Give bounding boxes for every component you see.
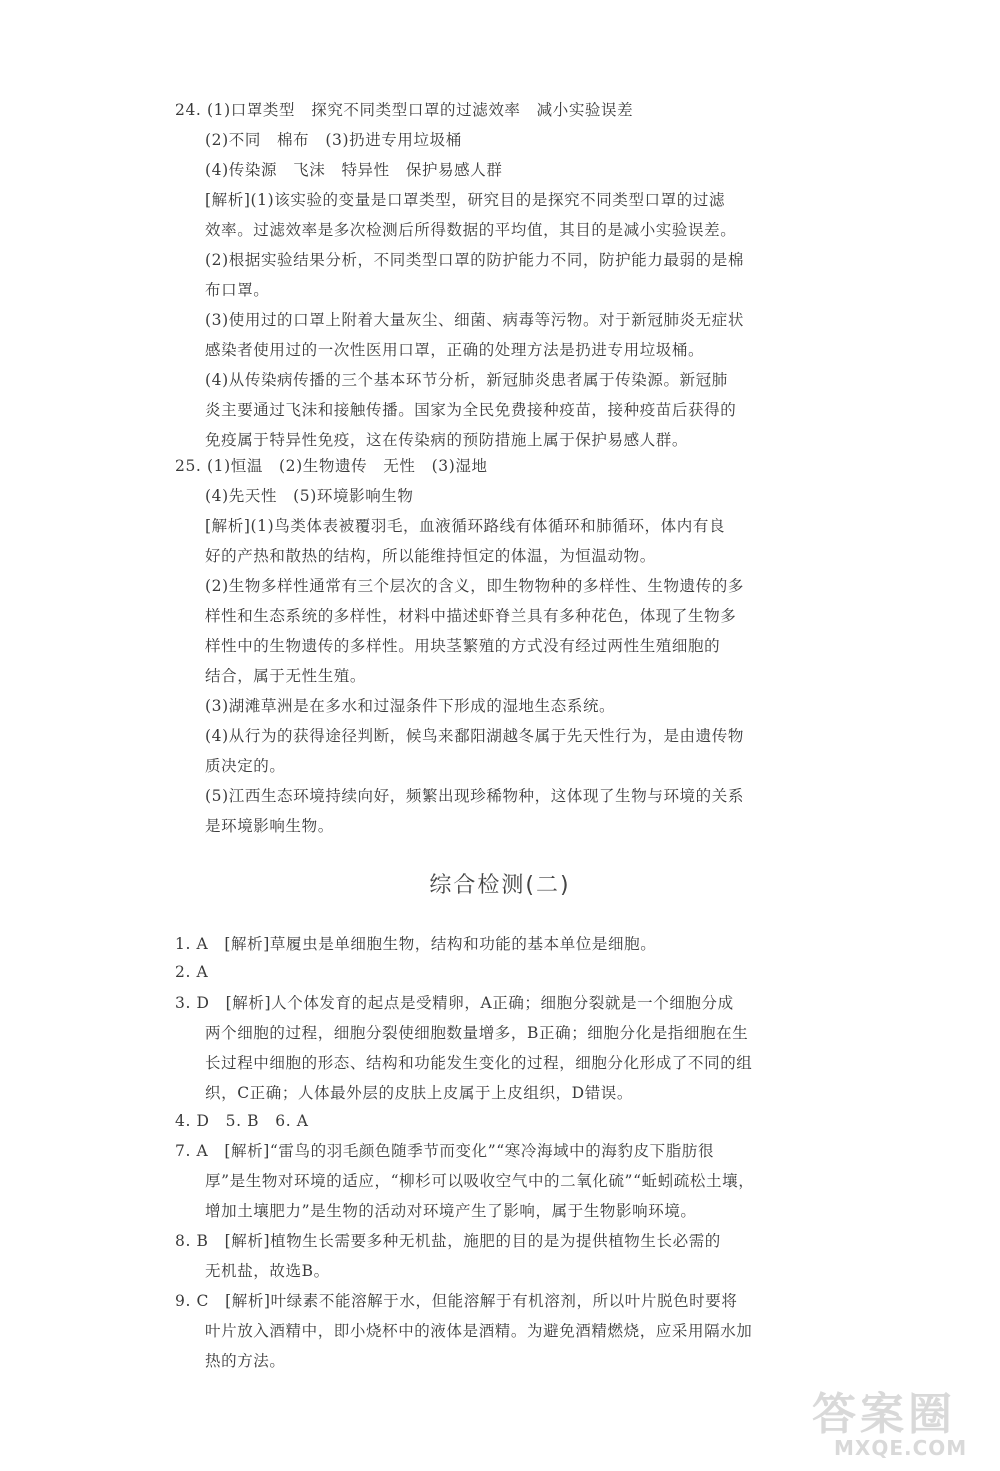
text-line: 织，C正确；人体最外层的皮肤上皮属于上皮组织，D错误。 xyxy=(205,1084,633,1102)
text-line: 厚”是生物对环境的适应，“柳杉可以吸收空气中的二氧化硫”“蚯蚓疏松土壤， xyxy=(205,1172,755,1190)
text-line: 热的方法。 xyxy=(205,1352,286,1370)
text-line: 两个细胞的过程，细胞分裂使细胞数量增多，B正确；细胞分化是指细胞在生 xyxy=(205,1024,749,1042)
text-line: 效率。过滤效率是多次检测后所得数据的平均值，其目的是减小实验误差。 xyxy=(205,221,737,239)
text-line: 25. (1)恒温 (2)生物遗传 无性 (3)湿地 xyxy=(175,457,488,475)
text-line: 1. A [解析]草履虫是单细胞生物，结构和功能的基本单位是细胞。 xyxy=(175,935,657,953)
text-line: 9. C [解析]叶绿素不能溶解于水，但能溶解于有机溶剂，所以叶片脱色时要将 xyxy=(175,1292,738,1310)
text-line: 炎主要通过飞沫和接触传播。国家为全民免费接种疫苗，接种疫苗后获得的 xyxy=(205,401,737,419)
text-line: (2)不同 棉布 (3)扔进专用垃圾桶 xyxy=(205,131,462,149)
text-line: 样性中的生物遗传的多样性。用块茎繁殖的方式没有经过两性生殖细胞的 xyxy=(205,637,721,655)
text-line: (4)从传染病传播的三个基本环节分析，新冠肺炎患者属于传染源。新冠肺 xyxy=(205,371,728,389)
text-line: [解析](1)该实验的变量是口罩类型，研究目的是探究不同类型口罩的过滤 xyxy=(205,191,726,209)
text-line: (4)从行为的获得途径判断，候鸟来鄱阳湖越冬属于先天性行为，是由遗传物 xyxy=(205,727,744,745)
text-line: 2. A xyxy=(175,963,209,981)
text-line: 质决定的。 xyxy=(205,757,286,775)
text-line: 7. A [解析]“雷鸟的羽毛颜色随季节而变化”“寒冷海域中的海豹皮下脂肪很 xyxy=(175,1142,715,1160)
watermark-logo: 答案圈 xyxy=(812,1389,956,1440)
text-line: 8. B [解析]植物生长需要多种无机盐，施肥的目的是为提供植物生长必需的 xyxy=(175,1232,721,1250)
text-line: 结合，属于无性生殖。 xyxy=(205,667,367,685)
text-line: 长过程中细胞的形态、结构和功能发生变化的过程，细胞分化形成了不同的组 xyxy=(205,1054,753,1072)
watermark-url: MXQE.COM xyxy=(834,1436,968,1460)
section-title: 综合检测(二) xyxy=(429,873,571,898)
text-line: 布口罩。 xyxy=(205,281,270,299)
text-line: 是环境影响生物。 xyxy=(205,817,334,835)
text-line: 无机盐，故选B。 xyxy=(205,1262,330,1280)
text-line: 4. D 5. B 6. A xyxy=(175,1112,309,1130)
text-line: (3)湖滩草洲是在多水和过湿条件下形成的湿地生态系统。 xyxy=(205,697,616,715)
text-line: 24. (1)口罩类型 探究不同类型口罩的过滤效率 减小实验误差 xyxy=(175,101,634,119)
text-line: 增加土壤肥力”是生物的活动对环境产生了影响，属于生物影响环境。 xyxy=(205,1202,697,1220)
text-line: (4)传染源 飞沫 特异性 保护易感人群 xyxy=(205,161,503,179)
text-line: [解析](1)鸟类体表被覆羽毛，血液循环路线有体循环和肺循环，体内有良 xyxy=(205,517,726,535)
text-line: 样性和生态系统的多样性，材料中描述虾脊兰具有多种花色，体现了生物多 xyxy=(205,607,737,625)
text-line: 3. D [解析]人个体发育的起点是受精卵，A正确；细胞分裂就是一个细胞分成 xyxy=(175,994,734,1012)
text-line: (4)先天性 (5)环境影响生物 xyxy=(205,487,414,505)
text-line: 叶片放入酒精中，即小烧杯中的液体是酒精。为避免酒精燃烧，应采用隔水加 xyxy=(205,1322,753,1340)
text-line: (5)江西生态环境持续向好，频繁出现珍稀物种，这体现了生物与环境的关系 xyxy=(205,787,744,805)
text-line: (2)根据实验结果分析，不同类型口罩的防护能力不同，防护能力最弱的是棉 xyxy=(205,251,744,269)
text-line: 感染者使用过的一次性医用口罩，正确的处理方法是扔进专用垃圾桶。 xyxy=(205,341,705,359)
watermark xyxy=(812,1378,992,1466)
text-line: 好的产热和散热的结构，所以能维持恒定的体温，为恒温动物。 xyxy=(205,547,656,565)
text-line: 免疫属于特异性免疫，这在传染病的预防措施上属于保护易感人群。 xyxy=(205,431,689,449)
text-line: (3)使用过的口罩上附着大量灰尘、细菌、病毒等污物。对于新冠肺炎无症状 xyxy=(205,311,744,329)
text-line: (2)生物多样性通常有三个层次的含义，即生物物种的多样性、生物遗传的多 xyxy=(205,577,744,595)
